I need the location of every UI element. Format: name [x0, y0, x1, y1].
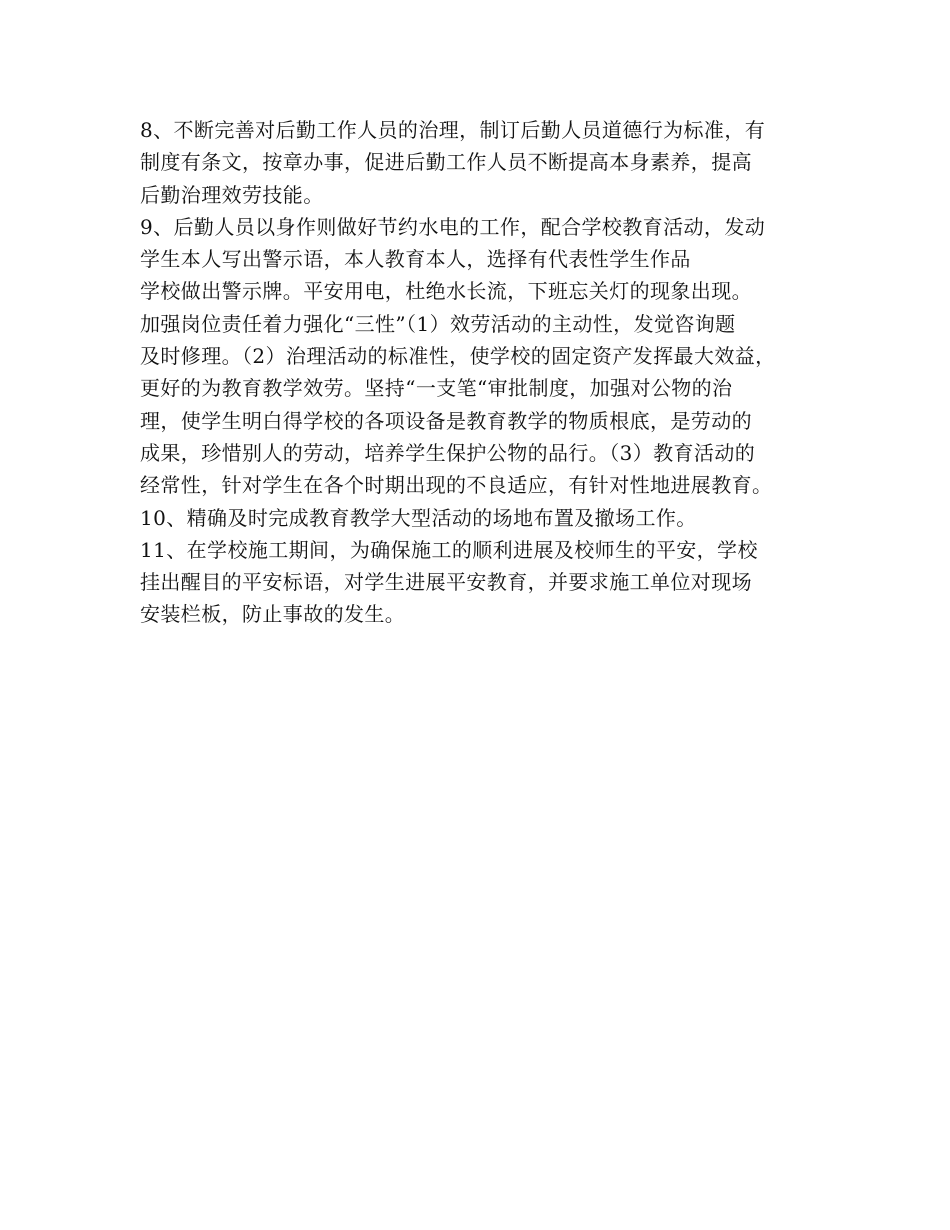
text-line-8: 及时修理。（2）治理活动的标准性，使学校的固定资产发挥最大效益，: [140, 344, 776, 369]
text-line-14: 11、在学校施工期间，为确保施工的顺利进展及校师生的平安，学校: [140, 537, 758, 562]
text-line-6: 学校做出警示牌。平安用电，杜绝水长流，下班忘关灯的现象出现。: [140, 279, 752, 304]
text-line-1: 8、不断完善对后勤工作人员的治理，制订后勤人员道德行为标准，有: [140, 118, 766, 142]
text-line-12: 经常性，针对学生在各个时期出现的不良适应，有针对性地进展教育。: [140, 473, 773, 498]
text-line-2: 制度有条文，按章办事，促进后勤工作人员不断提高本身素养，提高: [140, 150, 752, 175]
text-line-9: 更好的为教育教学效劳。坚持“一支笔“审批制度，加强对公物的治: [140, 376, 733, 401]
document-body: [140, 114, 840, 631]
text-line-16: 安装栏板，防止事故的发生。: [140, 602, 406, 627]
text-line-4: 9、后勤人员以身作则做好节约水电的工作，配合学校教育活动，发动: [140, 214, 766, 239]
text-line-3: 后勤治理效劳技能。: [140, 182, 324, 207]
text-line-7: 加强岗位责任着力强化“三性”（1）效劳活动的主动性，发觉咨询题: [140, 311, 736, 336]
text-line-11: 成果，珍惜别人的劳动，培养学生保护公物的品行。（3）教育活动的: [140, 440, 756, 465]
text-line-10: 理，使学生明白得学校的各项设备是教育教学的物质根底，是劳动的: [140, 408, 752, 433]
text-line-5: 学生本人写出警示语，本人教育本人，选择有代表性学生作品: [140, 247, 691, 272]
text-line-15: 挂出醒目的平安标语，对学生进展平安教育，并要求施工单位对现场: [140, 570, 752, 595]
text-line-13: 10、精确及时完成教育教学大型活动的场地布置及撤场工作。: [140, 505, 697, 530]
